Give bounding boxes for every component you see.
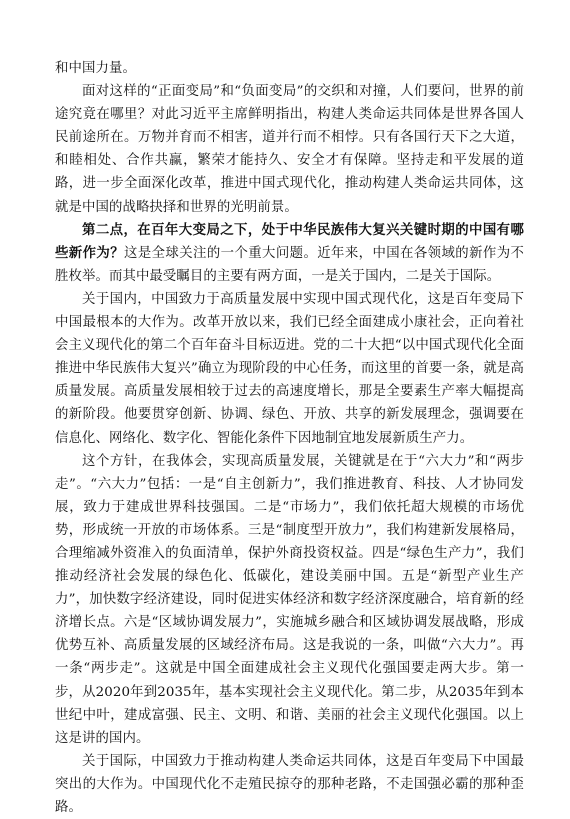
paragraph (55, 450, 524, 750)
paragraph (55, 57, 524, 80)
text-run: 关于国际，中国致力于推动构建人类命运共同体，这是百年变局下中国最突出的大作为。中国现代化不走殖民掠夺的那种老路，不走国强必霸的那种歪路。 (55, 753, 524, 815)
paragraph (55, 80, 524, 219)
paragraph (55, 750, 524, 819)
text-run: 这个方针，在我体会，实现高质量发展，关键就是在于“六大力”和“两步走”。“六大力”包括：一是“自主创新力”，我们推进教育、科技、人才协同发展，致力于建成世界科技强国。二是“市场力”，我们依托超大规模的市场优势，形成统一开放的市场体系。三是“制度型开放力”，我们构建新发展格局，合理缩减外资准入的负面清单，保护外商投资权益。四是“绿色生产力”，我们推动经济社会发展的绿色化、低碳化，建设美丽中国。五是“新型产业生产力”，加快数字经济建设，同时促进实体经济和数字经济深度融合，培育新的经济增长点。六是“区域协调发展力”，实施城乡融合和区域协调发展战略，形成优势互补、高质量发展的区域经济布局。这是我说的一条，叫做“六大力”。再一条“两步走”。这就是中国全面建成社会主义现代化强国要走两大步。第一步，从2020年到2035年，基本实现社会主义现代化。第二步，从2035年到本世纪中叶，建成富强、民主、文明、和谐、美丽的社会主义现代化强国。以上这是讲的国内。 (55, 453, 524, 746)
text-run: 这是全球关注的一个重大问题。近年来，中国在各领域的新作为不胜枚举。而其中最受瞩目的主要有两方面，一是关于国内，二是关于国际。 (55, 245, 524, 284)
text-run: 和中国力量。 (55, 61, 136, 76)
body-text (55, 57, 524, 819)
text-run: 面对这样的“正面变局”和“负面变局”的交织和对撞，人们要问，世界的前途究竟在哪里？对此习近平主席鲜明指出，构建人类命运共同体是世界各国人民前途所在。万物并育而不相害，道并行而不相悖。只有各国行天下之大道，和睦相处、合作共赢，繁荣才能持久、安全才有保障。坚持走和平发展的道路，进一步全面深化改革，推进中国式现代化，推动构建人类命运共同体，这就是中国的战略抉择和世界的光明前景。 (55, 84, 524, 215)
paragraph (55, 288, 524, 450)
paragraph (55, 219, 524, 288)
bold-text-run: 第二点，在百年大变局之下，处于中华民族伟大复兴关键时期的中国有哪些新作为？ (55, 221, 524, 261)
text-run: 关于国内，中国致力于高质量发展中实现中国式现代化，这是百年变局下中国最根本的大作为。改革开放以来，我们已经全面建成小康社会，正向着社会主义现代化的第二个百年奋斗目标迈进。党的二十大把“以中国式现代化全面推进中华民族伟大复兴”确立为现阶段的中心任务，而这里的首要一条，就是高质量发展。高质量发展相较于过去的高速度增长，那是全要素生产率大幅提高的新阶段。他要贯穿创新、协调、绿色、开放、共享的新发展理念，强调要在信息化、网络化、数字化、智能化条件下因地制宜地发展新质生产力。 (55, 291, 524, 446)
